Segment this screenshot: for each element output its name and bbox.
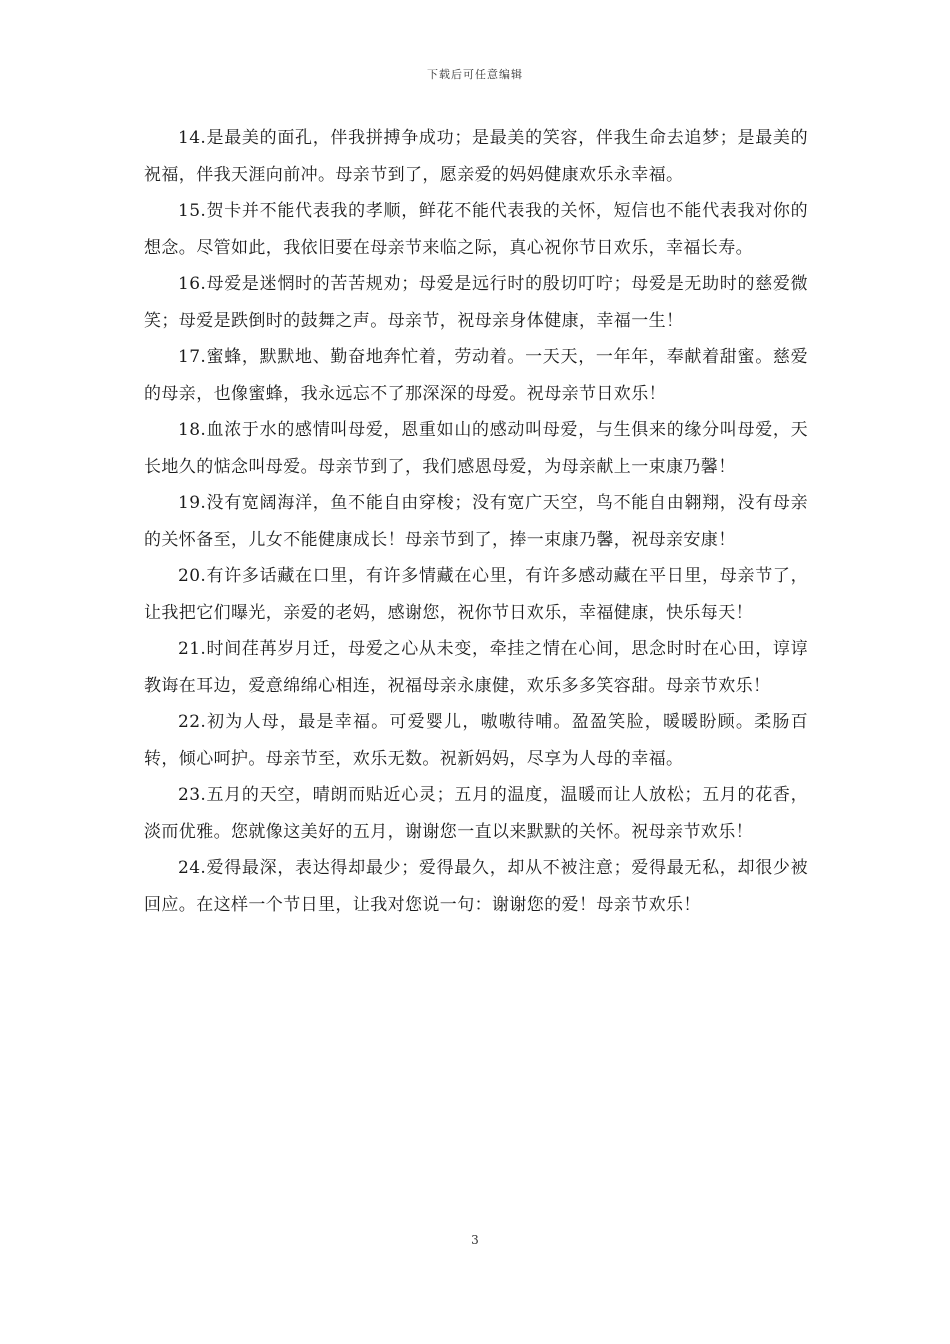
paragraph-14: 14.是最美的面孔，伴我拼搏争成功；是最美的笑容，伴我生命去追梦；是最美的祝福，伴我天涯向前冲。母亲节到了，愿亲爱的妈妈健康欢乐永幸福。: [144, 128, 808, 185]
paragraph-22: 22.初为人母，最是幸福。可爱婴儿，嗷嗷待哺。盈盈笑脸，暖暖盼顾。柔肠百转，倾心呵护。母亲节至，欢乐无数。祝新妈妈，尽享为人母的幸福。: [144, 712, 808, 769]
paragraph-24: 24.爱得最深，表达得却最少；爱得最久，却从不被注意；爱得最无私，却很少被回应。在这样一个节日里，让我对您说一句：谢谢您的爱！母亲节欢乐！: [144, 858, 808, 915]
paragraph-20: 20.有许多话藏在口里，有许多情藏在心里，有许多感动藏在平日里，母亲节了，让我把它们曝光，亲爱的老妈，感谢您，祝你节日欢乐，幸福健康，快乐每天！: [144, 566, 808, 623]
paragraph-19: 19.没有宽阔海洋，鱼不能自由穿梭；没有宽广天空，鸟不能自由翱翔，没有母亲的关怀备至，儿女不能健康成长！母亲节到了，捧一束康乃馨，祝母亲安康！: [144, 493, 808, 550]
paragraph-17: 17.蜜蜂，默默地、勤奋地奔忙着，劳动着。一天天，一年年，奉献着甜蜜。慈爱的母亲，也像蜜蜂，我永远忘不了那深深的母爱。祝母亲节日欢乐！: [144, 347, 808, 404]
document-body: [144, 120, 808, 923]
paragraph-16: 16.母爱是迷惘时的苦苦规劝；母爱是远行时的殷切叮咛；母爱是无助时的慈爱微笑；母爱是跌倒时的鼓舞之声。母亲节，祝母亲身体健康，幸福一生！: [144, 274, 808, 331]
page-number: 3: [471, 1233, 479, 1247]
page-header: 下载后可任意编辑: [427, 68, 523, 81]
paragraph-23: 23.五月的天空，晴朗而贴近心灵；五月的温度，温暖而让人放松；五月的花香，淡而优雅。您就像这美好的五月，谢谢您一直以来默默的关怀。祝母亲节欢乐！: [144, 785, 808, 842]
paragraph-15: 15.贺卡并不能代表我的孝顺，鲜花不能代表我的关怀，短信也不能代表我对你的想念。尽管如此，我依旧要在母亲节来临之际，真心祝你节日欢乐，幸福长寿。: [144, 201, 808, 258]
paragraph-21: 21.时间荏苒岁月迁，母爱之心从未变，牵挂之情在心间，思念时时在心田，谆谆教诲在耳边，爱意绵绵心相连，祝福母亲永康健，欢乐多多笑容甜。母亲节欢乐！: [144, 639, 808, 696]
paragraph-18: 18.血浓于水的感情叫母爱，恩重如山的感动叫母爱，与生俱来的缘分叫母爱，天长地久的惦念叫母爱。母亲节到了，我们感恩母爱，为母亲献上一束康乃馨！: [144, 420, 808, 477]
